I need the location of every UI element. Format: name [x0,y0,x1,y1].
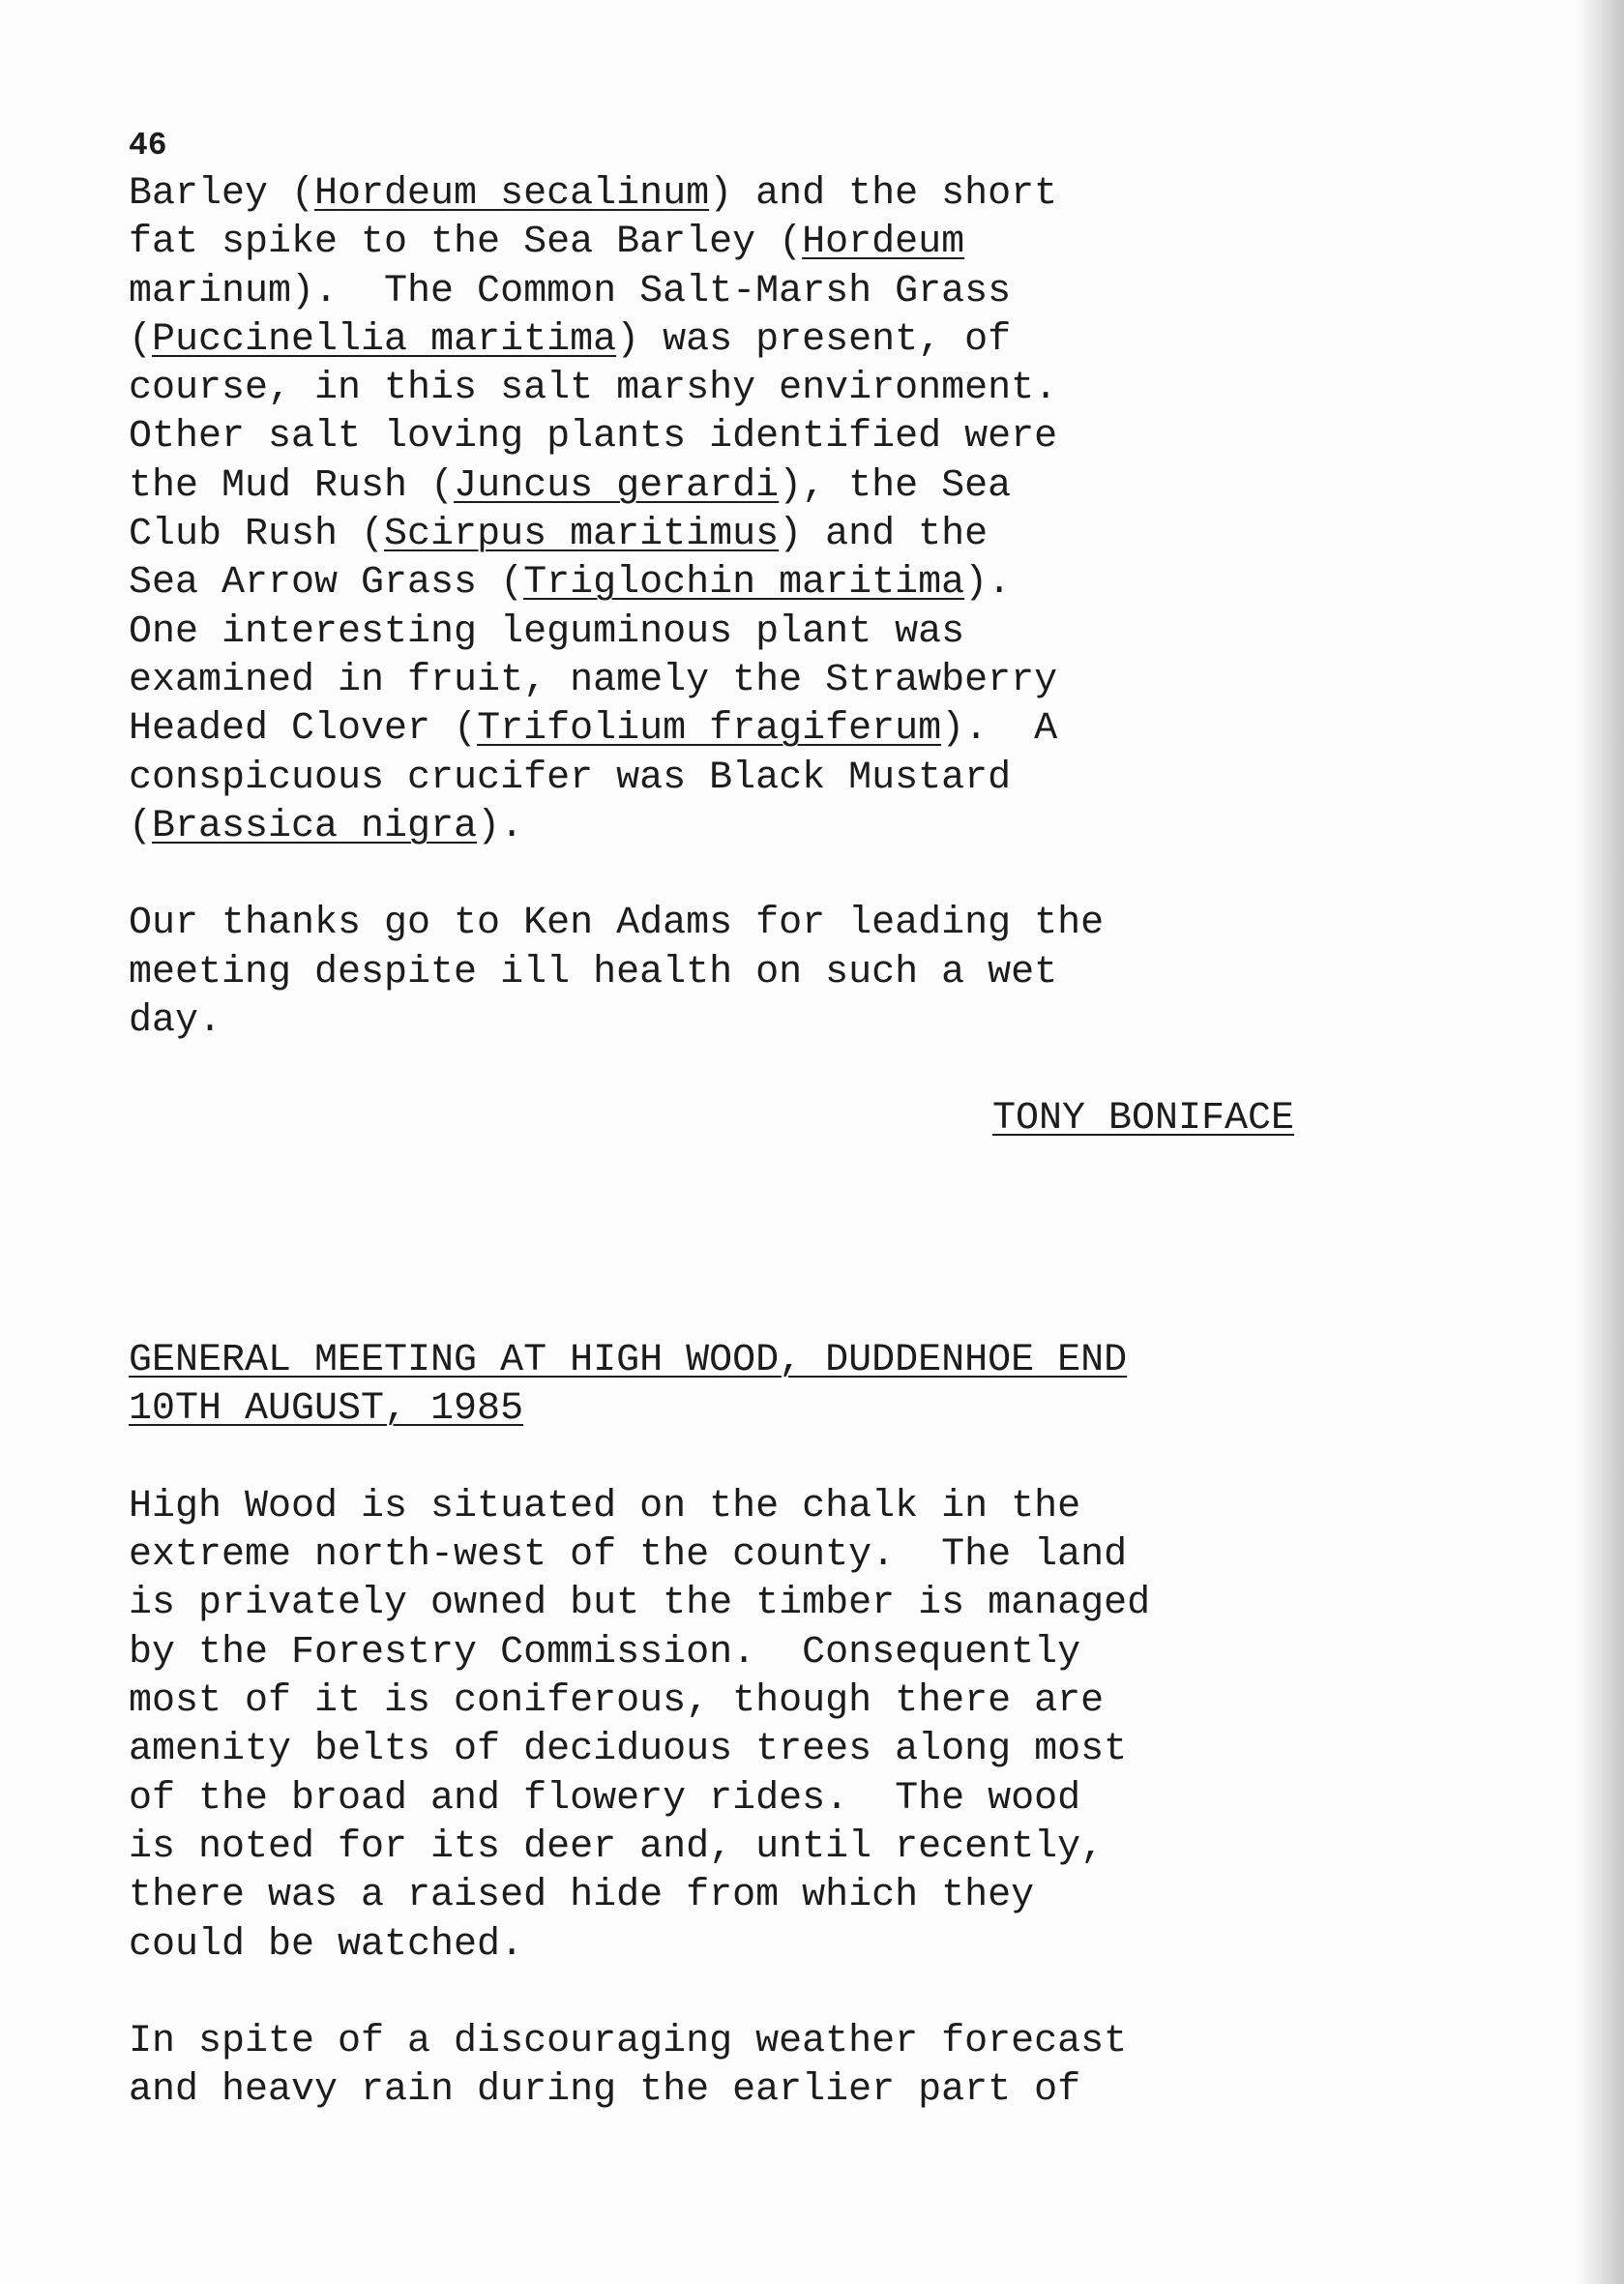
text-line: In spite of a discouraging weather forecast [129,2020,1128,2064]
page-edge-shadow [1576,0,1624,2284]
text-line: by the Forestry Commission. Consequently [129,1630,1081,1675]
text-run: ). [477,804,524,848]
text-line: is privately owned but the timber is managed [129,1582,1151,1626]
text-line: day. [129,999,222,1044]
text-line: and heavy rain during the earlier part of [129,2068,1081,2113]
text-line: is noted for its deer and, until recently, [129,1824,1105,1869]
text-line: meeting despite ill health on such a wet [129,950,1058,994]
document-page [129,122,1386,2116]
text-line: most of it is coniferous, though there are [129,1679,1105,1724]
text-line [129,559,1386,608]
text-run: ) was present, of [616,317,1012,362]
text-line: Other salt loving plants identified were [129,415,1058,460]
text-line [129,462,1386,511]
paragraph-spacer [129,1970,1386,2018]
paragraph-thanks [129,900,1386,1046]
species-name: Hordeum [802,221,965,265]
text-line [129,705,1386,754]
text-line: there was a raised hide from which they [129,1874,1035,1918]
text-run: Sea Arrow Grass ( [129,561,524,606]
text-line [129,219,1386,267]
text-line: High Wood is situated on the chalk in the [129,1484,1081,1528]
species-name: Trifolium fragiferum [477,707,942,752]
author-signature [129,1095,1294,1143]
species-name: Juncus gerardi [454,463,780,508]
heading-title: GENERAL MEETING AT HIGH WOOD, DUDDENHOE END [129,1338,1128,1382]
species-name: Hordeum secalinum [314,172,710,216]
species-name: Scirpus maritimus [384,513,780,557]
section-heading [129,1337,1386,1435]
text-line: extreme north-west of the county. The land [129,1533,1128,1578]
text-line: could be watched. [129,1922,524,1967]
species-name: Triglochin maritima [523,561,965,606]
text-run: Headed Clover ( [129,707,478,752]
text-run: ) and the [779,513,989,557]
text-line [129,511,1386,559]
paragraph-weather [129,2018,1386,2116]
species-name: Puccinellia maritima [152,317,617,362]
text-run: Barley ( [129,172,315,216]
text-run: ), the Sea [779,463,1012,508]
heading-line [129,1385,1386,1434]
text-line: of the broad and flowery rides. The wood [129,1776,1081,1821]
paragraph-spacer [129,1435,1386,1483]
paragraph-spacer [129,851,1386,900]
text-run: ( [129,317,153,362]
page-number: 46 [129,128,167,163]
species-name: Brassica nigra [152,804,478,848]
paragraph-grasses [129,170,1386,851]
text-run: ) and the short [709,172,1058,216]
paragraph-spacer [129,1046,1386,1094]
text-line [129,316,1386,365]
section-spacer [129,1143,1386,1337]
text-line: One interesting leguminous plant was [129,609,965,654]
text-run: ). A [941,707,1058,752]
text-run: ( [129,804,153,848]
text-line: Our thanks go to Ken Adams for leading the [129,902,1105,946]
text-line: examined in fruit, namely the Strawberry [129,658,1058,702]
text-run: Club Rush ( [129,513,385,557]
paragraph-high-wood [129,1483,1386,1970]
text-line: amenity belts of deciduous trees along most [129,1728,1128,1772]
text-run: ). [964,561,1012,606]
text-line: marinum). The Common Salt-Marsh Grass [129,269,1012,313]
heading-line [129,1337,1386,1385]
text-line: conspicuous crucifer was Black Mustard [129,756,1012,800]
text-run: the Mud Rush ( [129,463,455,508]
text-line [129,803,1386,851]
text-line [129,170,1386,219]
text-run: fat spike to the Sea Barley ( [129,221,803,265]
heading-date: 10TH AUGUST, 1985 [129,1387,524,1432]
author-name: TONY BONIFACE [991,1096,1294,1141]
text-line: course, in this salt marshy environment. [129,367,1058,411]
